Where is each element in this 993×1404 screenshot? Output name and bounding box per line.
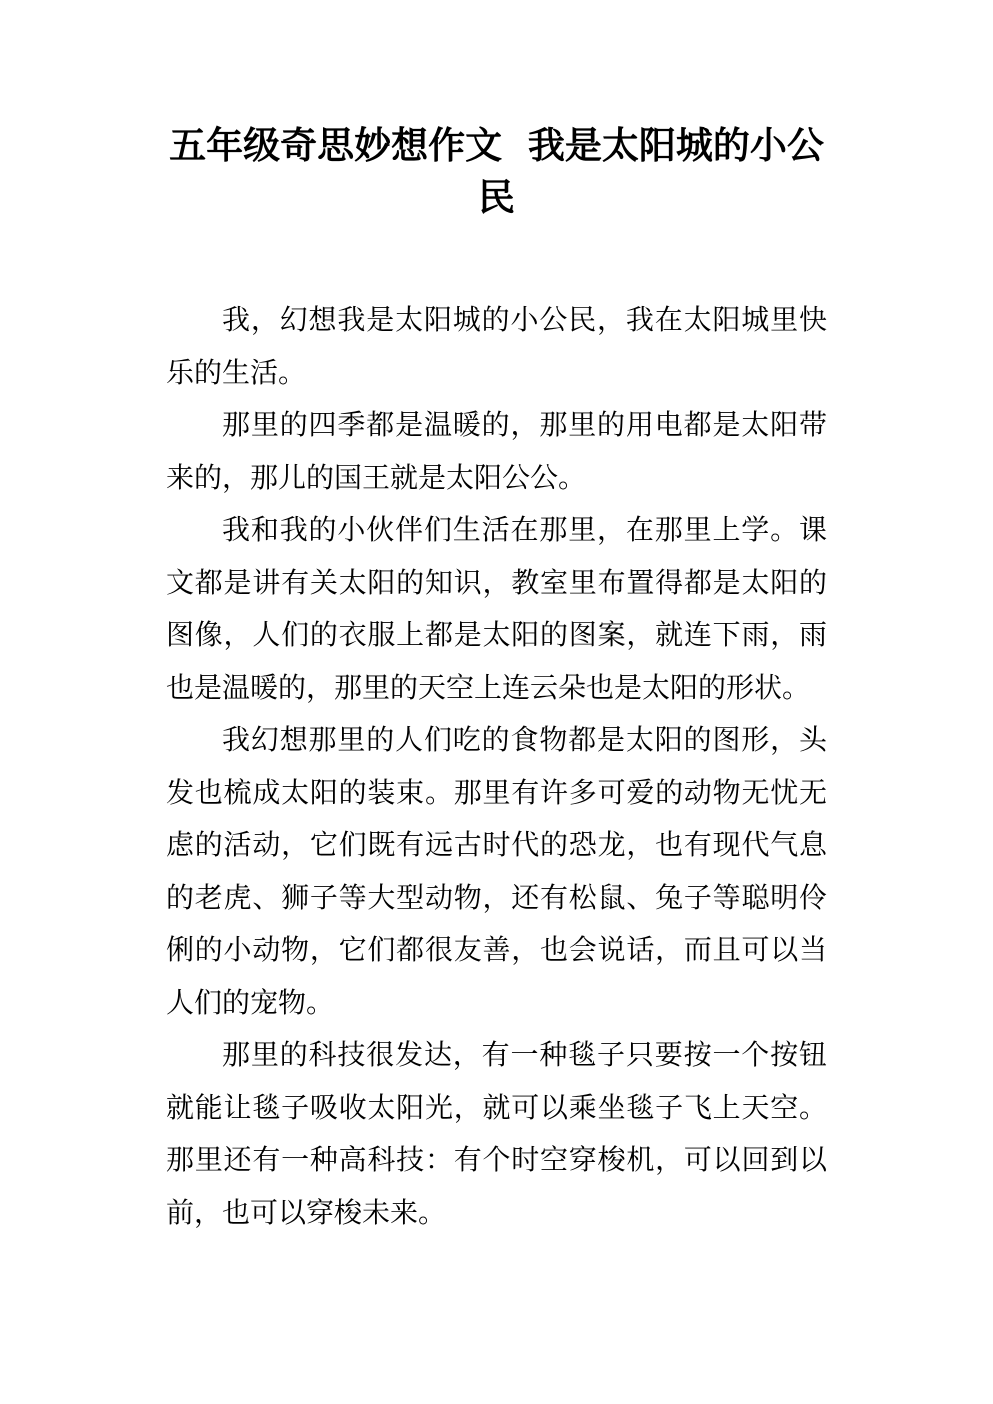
paragraph-4: 我幻想那里的人们吃的食物都是太阳的图形，头发也梳成太阳的装束。那里有许多可爱的动物无忧无虑的活动，它们既有远古时代的恐龙，也有现代气息的老虎、狮子等大型动物，还有松鼠、兔子等聪明伶俐的小动物，它们都很友善，也会说话，而且可以当人们的宠物。 [166, 723, 827, 1019]
document-body [166, 294, 827, 1239]
paragraph-1: 我，幻想我是太阳城的小公民，我在太阳城里快乐的生活。 [166, 303, 827, 389]
paragraph-5: 那里的科技很发达，有一种毯子只要按一个按钮就能让毯子吸收太阳光，就可以乘坐毯子飞上天空。那里还有一种高科技：有个时空穿梭机，可以回到以前，也可以穿梭未来。 [166, 1038, 827, 1229]
paragraph-2: 那里的四季都是温暖的，那里的用电都是太阳带来的，那儿的国王就是太阳公公。 [166, 408, 827, 494]
document-title: 五年级奇思妙想作文 我是太阳城的小公民 [169, 124, 824, 219]
paragraph-3: 我和我的小伙伴们生活在那里，在那里上学。课文都是讲有关太阳的知识，教室里布置得都是太阳的图像，人们的衣服上都是太阳的图案，就连下雨，雨也是温暖的，那里的天空上连云朵也是太阳的形状。 [166, 513, 827, 704]
